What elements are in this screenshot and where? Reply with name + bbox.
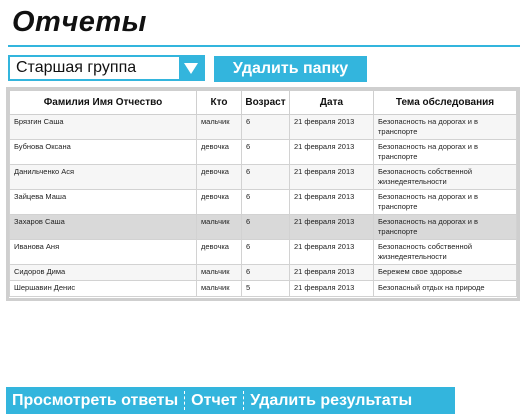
cell-age: 6 [242, 215, 290, 240]
results-table [9, 90, 517, 297]
delete-results-button[interactable]: Удалить результаты [244, 387, 418, 414]
cell-gender: мальчик [197, 265, 242, 281]
table-row[interactable] [10, 190, 517, 215]
cell-topic: Безопасность на дорогах и в транспорте [374, 140, 517, 165]
cell-name: Шершавин Денис [10, 281, 197, 297]
cell-gender: девочка [197, 165, 242, 190]
cell-date: 21 февраля 2013 [290, 240, 374, 265]
cell-name: Иванова Аня [10, 240, 197, 265]
cell-date: 21 февраля 2013 [290, 115, 374, 140]
cell-name: Зайцева Маша [10, 190, 197, 215]
page-title: Отчеты [12, 6, 147, 38]
chevron-down-icon[interactable] [179, 57, 203, 79]
table-row-selected[interactable] [10, 215, 517, 240]
cell-age: 6 [242, 190, 290, 215]
column-header-gender[interactable]: Кто [197, 91, 242, 115]
cell-topic: Безопасность на дорогах и в транспорте [374, 115, 517, 140]
bottom-action-bar [6, 387, 455, 414]
cell-age: 5 [242, 281, 290, 297]
report-button[interactable]: Отчет [185, 387, 243, 414]
cell-topic: Безопасность на дорогах и в транспорте [374, 190, 517, 215]
cell-gender: мальчик [197, 215, 242, 240]
cell-name: Брязгин Саша [10, 115, 197, 140]
cell-name: Захаров Саша [10, 215, 197, 240]
cell-topic: Безопасность собственной жизнедеятельности [374, 165, 517, 190]
cell-gender: девочка [197, 240, 242, 265]
cell-date: 21 февраля 2013 [290, 265, 374, 281]
cell-topic: Безопасный отдых на природе [374, 281, 517, 297]
table-row[interactable] [10, 140, 517, 165]
folder-select-body[interactable] [10, 57, 203, 79]
cell-age: 6 [242, 140, 290, 165]
table-row[interactable] [10, 240, 517, 265]
table-row[interactable] [10, 115, 517, 140]
cell-age: 6 [242, 265, 290, 281]
column-header-topic[interactable]: Тема обследования [374, 91, 517, 115]
column-header-age[interactable]: Возраст [242, 91, 290, 115]
cell-date: 21 февраля 2013 [290, 140, 374, 165]
chevron-down-icon-shape [183, 61, 199, 75]
cell-gender: девочка [197, 190, 242, 215]
table-row[interactable] [10, 265, 517, 281]
cell-date: 21 февраля 2013 [290, 281, 374, 297]
view-answers-button[interactable]: Просмотреть ответы [6, 387, 184, 414]
delete-folder-button[interactable]: Удалить папку [214, 56, 367, 82]
column-header-date[interactable]: Дата [290, 91, 374, 115]
table-row[interactable] [10, 165, 517, 190]
cell-gender: девочка [197, 140, 242, 165]
results-table-frame [6, 87, 520, 301]
cell-date: 21 февраля 2013 [290, 190, 374, 215]
cell-topic: Безопасность на дорогах и в транспорте [374, 215, 517, 240]
table-header-row [10, 91, 517, 115]
column-header-name[interactable]: Фамилия Имя Отчество [10, 91, 197, 115]
cell-age: 6 [242, 165, 290, 190]
cell-name: Сидоров Дима [10, 265, 197, 281]
folder-select-value: Старшая группа [16, 59, 137, 76]
cell-age: 6 [242, 115, 290, 140]
cell-topic: Бережем свое здоровье [374, 265, 517, 281]
cell-name: Бубнова Оксана [10, 140, 197, 165]
cell-date: 21 февраля 2013 [290, 215, 374, 240]
cell-gender: мальчик [197, 115, 242, 140]
title-divider [8, 45, 520, 47]
cell-age: 6 [242, 240, 290, 265]
cell-name: Данильченко Ася [10, 165, 197, 190]
table-row[interactable] [10, 281, 517, 297]
folder-select[interactable] [8, 55, 205, 81]
cell-date: 21 февраля 2013 [290, 165, 374, 190]
cell-gender: мальчик [197, 281, 242, 297]
cell-topic: Безопасность собственной жизнедеятельности [374, 240, 517, 265]
